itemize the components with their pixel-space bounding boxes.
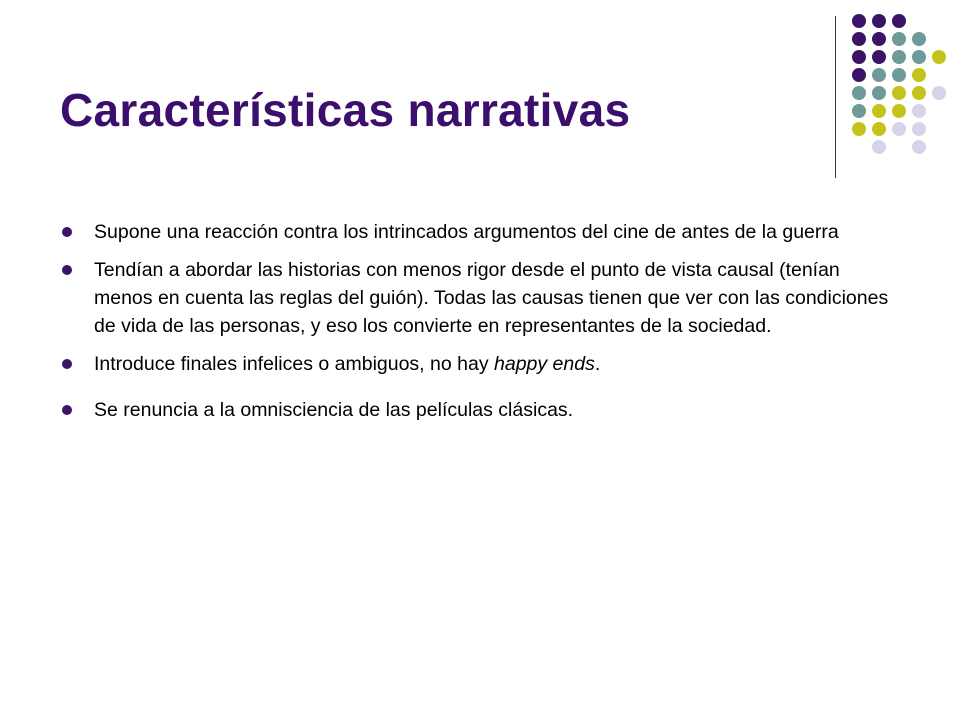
decorative-dot-icon bbox=[892, 14, 906, 28]
decorative-dot-icon bbox=[892, 32, 906, 46]
decorative-dot-icon bbox=[912, 68, 926, 82]
decorative-dot-icon bbox=[892, 68, 906, 82]
decorative-dot-icon bbox=[912, 104, 926, 118]
decorative-dot-icon bbox=[932, 86, 946, 100]
decorative-dot-icon bbox=[892, 104, 906, 118]
bullet-item bbox=[62, 350, 892, 378]
bullet-list bbox=[62, 218, 892, 434]
bullet-item bbox=[62, 256, 892, 340]
bullet-dot-icon bbox=[62, 405, 72, 415]
decorative-dot-icon bbox=[912, 140, 926, 154]
bullet-text: Supone una reacción contra los intrincados argumentos del cine de antes de la guerra bbox=[94, 221, 839, 243]
decorative-dot-icon bbox=[912, 50, 926, 64]
decorative-dot-icon bbox=[852, 104, 866, 118]
bullet-text-after: . bbox=[594, 353, 601, 375]
decorative-dot-icon bbox=[852, 50, 866, 64]
bullet-dot-icon bbox=[62, 265, 72, 275]
bullet-text: Tendían a abordar las historias con menos rigor desde el punto de vista causal (tenían menos en cuenta las reglas del guión). Todas las causas tienen que ver con las condiciones de vida de las personas, y eso los convierte en representantes de la sociedad. bbox=[94, 259, 889, 337]
decorative-dot-icon bbox=[912, 32, 926, 46]
decorative-dot-icon bbox=[932, 50, 946, 64]
bullet-item bbox=[62, 218, 892, 246]
bullet-dot-icon bbox=[62, 359, 72, 369]
vertical-divider bbox=[835, 16, 836, 178]
decorative-dot-icon bbox=[872, 86, 886, 100]
slide-title: Características narrativas bbox=[60, 84, 631, 136]
bullet-dot-icon bbox=[62, 227, 72, 237]
decorative-dot-icon bbox=[852, 122, 866, 136]
bullet-text-italic: happy ends bbox=[494, 353, 595, 375]
decorative-dot-icon bbox=[872, 50, 886, 64]
decorative-dot-icon bbox=[872, 68, 886, 82]
decorative-dot-icon bbox=[872, 122, 886, 136]
decorative-dot-icon bbox=[852, 68, 866, 82]
decorative-dot-icon bbox=[892, 86, 906, 100]
decorative-dot-icon bbox=[852, 14, 866, 28]
decorative-dot-icon bbox=[912, 122, 926, 136]
bullet-text: Se renuncia a la omnisciencia de las películas clásicas. bbox=[94, 399, 574, 421]
decorative-dot-icon bbox=[852, 32, 866, 46]
decorative-dot-icon bbox=[852, 86, 866, 100]
bullet-text-before: Introduce finales infelices o ambiguos, no hay bbox=[94, 353, 494, 375]
decorative-dot-icon bbox=[892, 50, 906, 64]
decorative-dot-icon bbox=[872, 104, 886, 118]
decorative-dot-icon bbox=[912, 86, 926, 100]
bullet-item bbox=[62, 396, 892, 424]
decorative-dot-icon bbox=[872, 14, 886, 28]
decorative-dot-icon bbox=[872, 32, 886, 46]
decorative-dot-icon bbox=[872, 140, 886, 154]
decorative-dot-icon bbox=[892, 122, 906, 136]
